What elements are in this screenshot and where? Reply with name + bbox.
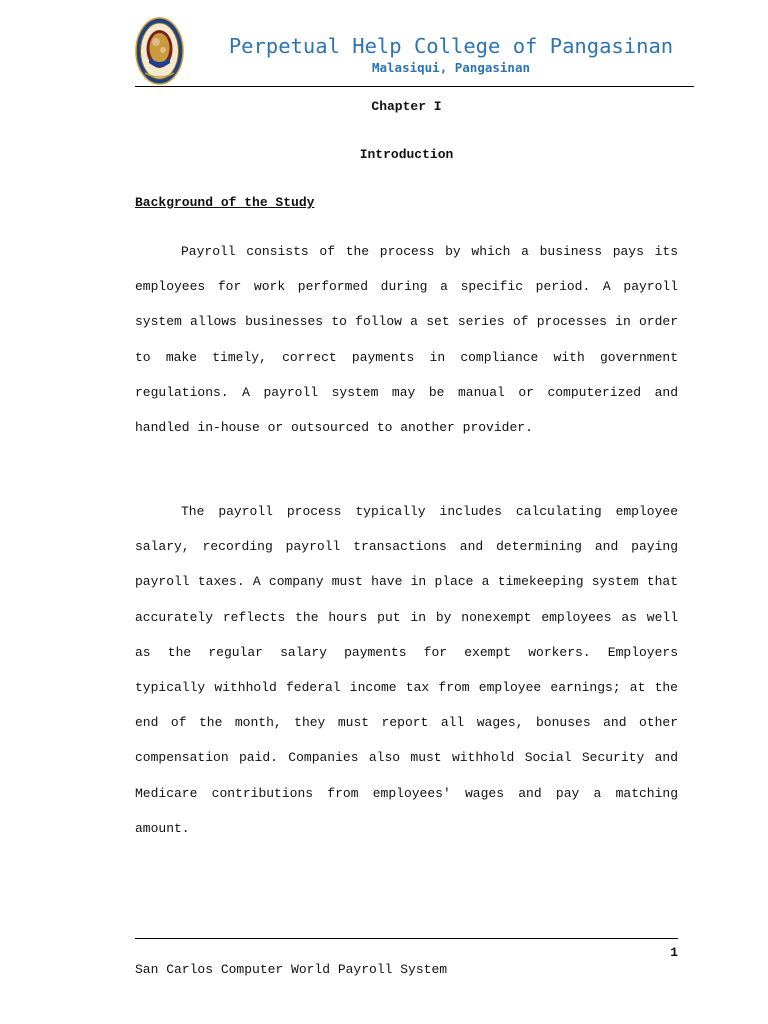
chapter-heading: Chapter I: [371, 99, 442, 114]
body-paragraph: The payroll process typically includes calculating employee salary, recording payroll transactions and determining and paying payroll taxes. A company must have in place a timekeeping system that accurately reflects the hours put in by nonexempt employees as well as the regular salary payments for exempt workers. Employers typically withhold federal income tax from employee earnings; at the end of the month, they must report all wages, bonuses and other compensation paid. Companies also must withhold Social Security and Medicare contributions from employees' wages and pay a matching amount.: [135, 504, 678, 836]
college-name: Perpetual Help College of Pangasinan: [228, 34, 674, 58]
section-heading: Background of the Study: [135, 195, 315, 210]
chapter-title: Introduction: [359, 147, 454, 162]
college-location: Malasiqui, Pangasinan: [371, 60, 531, 75]
college-seal-icon: [135, 17, 184, 85]
footer-divider: [135, 938, 678, 939]
footer-document-title: San Carlos Computer World Payroll System: [135, 962, 448, 977]
body-paragraph: Payroll consists of the process by which a business pays its employees for work performed during a specific period. A payroll system allows businesses to follow a set series of processes in order to make timely, correct payments in compliance with government regulations. A payroll system may be manual or computerized and handled in-house or outsourced to another provider.: [135, 244, 678, 436]
header-divider: [135, 86, 694, 87]
page-number: 1: [670, 945, 678, 960]
